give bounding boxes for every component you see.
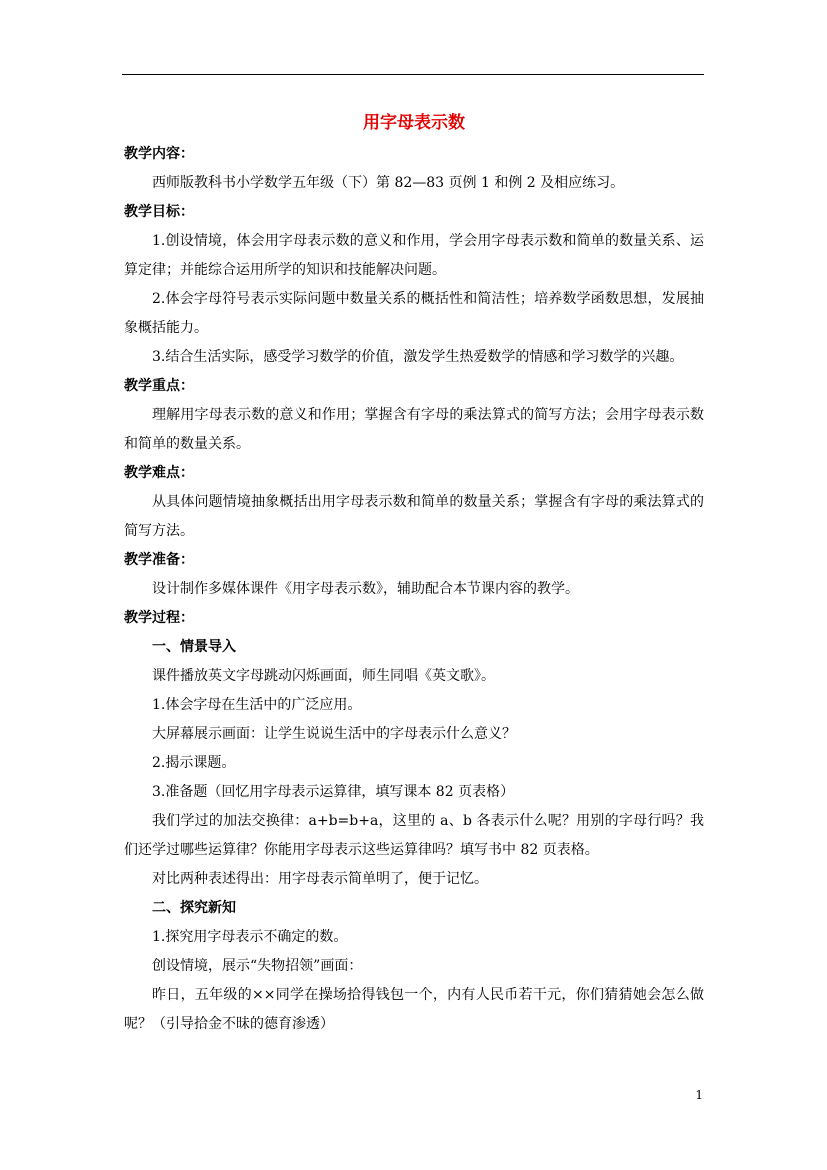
paragraph: 1.体会字母在生活中的广泛应用。: [152, 697, 362, 713]
section-teaching-content: [124, 140, 704, 198]
paragraph: 我们学过的加法交换律：a+b=b+a，这里的 a、b 各表示什么呢？用别的字母行吗？我们还学过哪些运算律？你能用字母表示这些运算律吗？填写书中 82 页表格。: [124, 813, 704, 858]
paragraph: 1.创设情境，体会用字母表示数的意义和作用，学会用字母表示数和简单的数量关系、运算定律；并能综合运用所学的知识和技能解决问题。: [124, 233, 704, 278]
section-heading: 教学重点：: [124, 378, 194, 394]
section-heading: 教学过程：: [124, 610, 194, 626]
section-heading: 教学内容：: [124, 146, 194, 162]
section-teaching-goals: [124, 198, 704, 372]
section-heading: 教学目标：: [124, 204, 194, 220]
paragraph: 对比两种表述得出：用字母表示简单明了，便于记忆。: [152, 871, 488, 887]
paragraph: 1.探究用字母表示不确定的数。: [152, 929, 348, 945]
subsection-title: 一、情景导入: [152, 639, 236, 655]
paragraph: 3.准备题（回忆用字母表示运算律，填写课本 82 页表格）: [152, 784, 515, 800]
section-difficulties: [124, 459, 704, 546]
paragraph: 大屏幕展示画面：让学生说说生活中的字母表示什么意义？: [152, 726, 516, 742]
paragraph: 创设情境，展示“失物招领”画面：: [152, 958, 363, 974]
subsection-title: 二、探究新知: [152, 900, 236, 916]
paragraph: 3.结合生活实际，感受学习数学的价值，激发学生热爱数学的情感和学习数学的兴趣。: [152, 349, 684, 365]
header-rule: [122, 74, 704, 75]
document-title: 用字母表示数: [363, 113, 465, 133]
paragraph: 理解用字母表示数的意义和作用；掌握含有字母的乘法算式的简写方法；会用字母表示数和简单的数量关系。: [124, 407, 704, 452]
section-heading: 教学准备：: [124, 552, 194, 568]
paragraph: 2.揭示课题。: [152, 755, 236, 771]
page-number: 1: [695, 1088, 703, 1102]
paragraph: 昨日，五年级的××同学在操场拾得钱包一个，内有人民币若干元，你们猜猜她会怎么做呢？（引导拾金不昧的德育渗透）: [124, 987, 704, 1032]
paragraph: 设计制作多媒体课件《用字母表示数》，辅助配合本节课内容的教学。: [152, 581, 579, 597]
paragraph: 2.体会字母符号表示实际问题中数量关系的概括性和简洁性；培养数学函数思想，发展抽象概括能力。: [124, 291, 704, 336]
paragraph: 西师版教科书小学数学五年级（下）第 82—83 页例 1 和例 2 及相应练习。: [152, 175, 625, 191]
section-heading: 教学难点：: [124, 465, 194, 481]
section-process: [124, 604, 704, 1039]
document-body: [124, 108, 704, 1039]
paragraph: 课件播放英文字母跳动闪烁画面，师生同唱《英文歌》。: [152, 668, 495, 684]
section-preparation: [124, 546, 704, 604]
section-key-points: [124, 372, 704, 459]
paragraph: 从具体问题情境抽象概括出用字母表示数和简单的数量关系；掌握含有字母的乘法算式的简写方法。: [124, 494, 704, 539]
